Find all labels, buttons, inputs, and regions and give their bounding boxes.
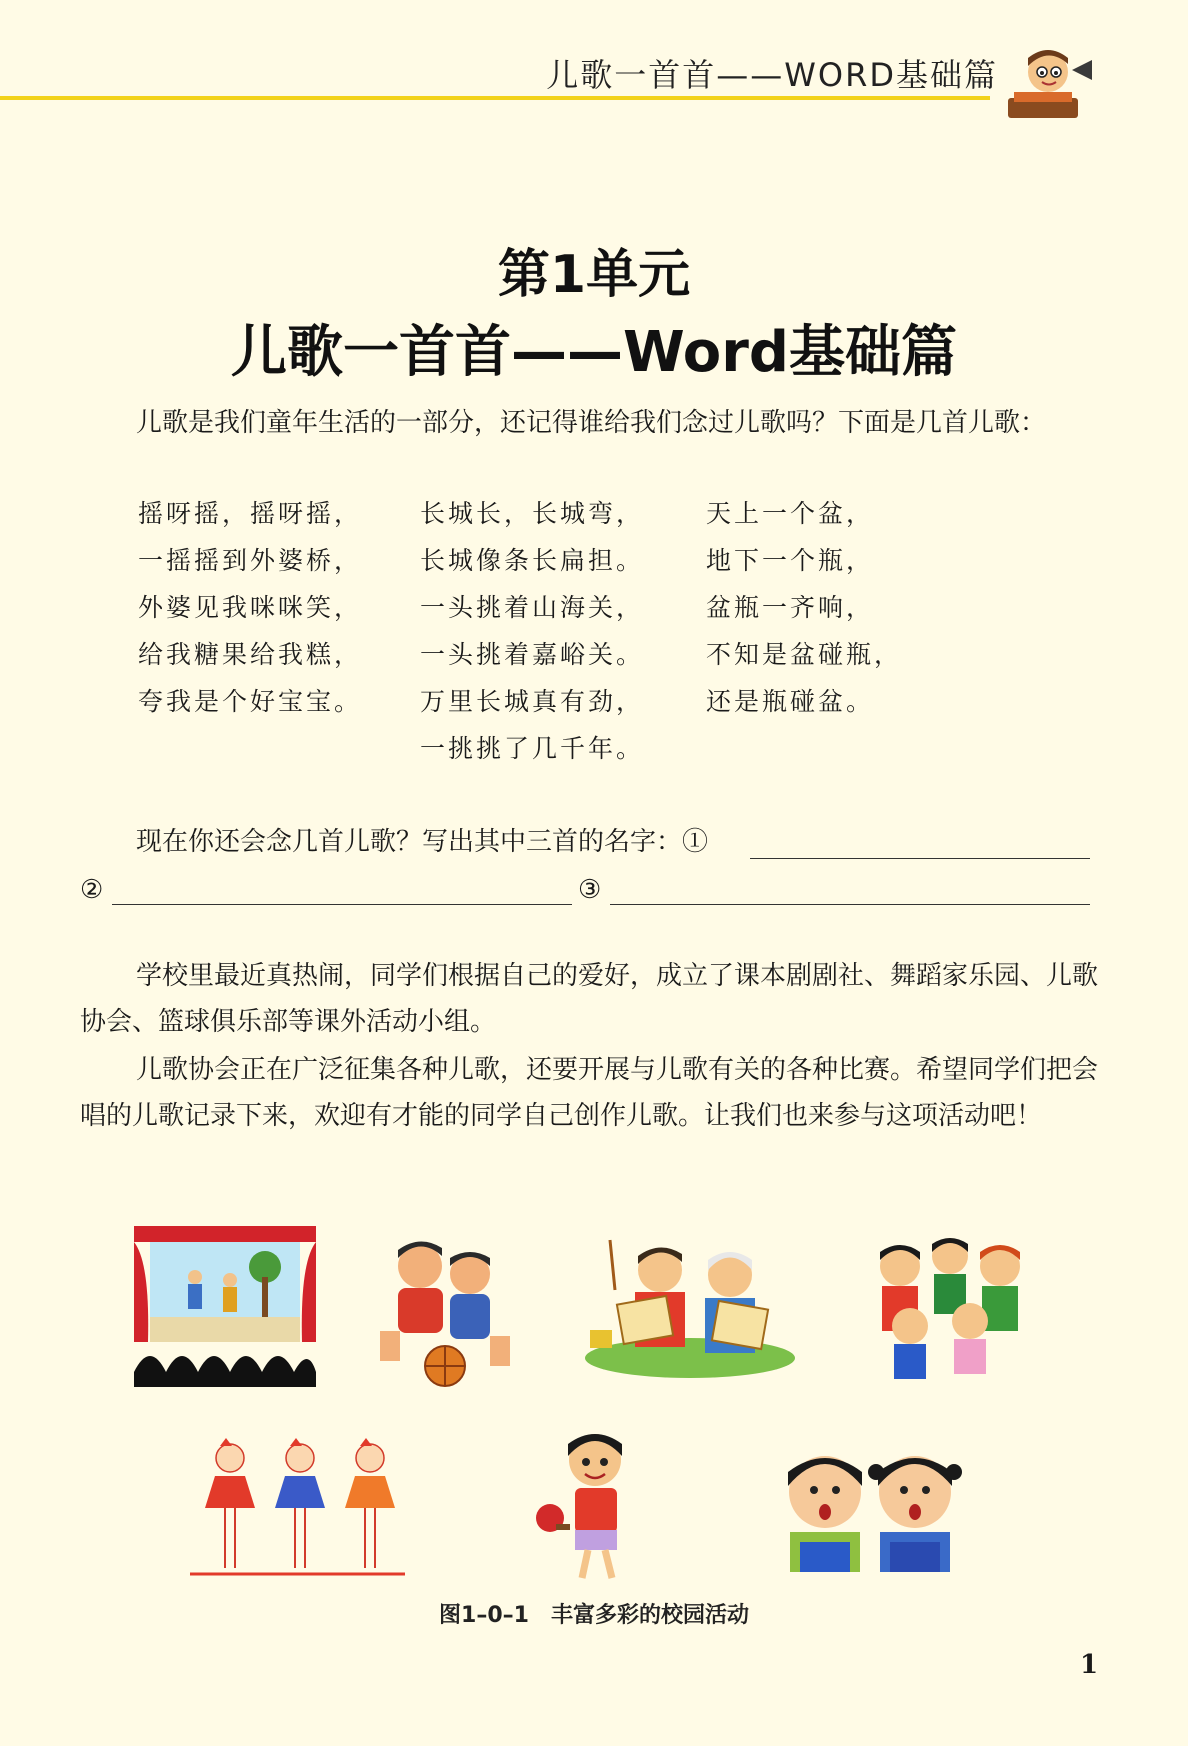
intro-paragraph: 儿歌是我们童年生活的一部分，还记得谁给我们念过儿歌吗？下面是几首儿歌： bbox=[136, 408, 1047, 438]
unit-number: 第1单元 bbox=[497, 245, 691, 305]
answer-blank-1[interactable] bbox=[750, 858, 1090, 859]
poem-line: 一摇摇到外婆桥， bbox=[138, 546, 363, 575]
poem-line: 一挑挑了几千年。 bbox=[420, 734, 645, 763]
association-paragraph: 儿歌协会正在广泛征集各种儿歌，还要开展与儿歌有关的各种比赛。希望同学们把会唱的儿歌记录下来，欢迎有才能的同学自己创作儿歌。让我们也来参与这项活动吧！ bbox=[80, 1055, 1099, 1131]
poem-line: 给我糖果给我糕， bbox=[138, 640, 363, 669]
running-header bbox=[0, 0, 1188, 130]
poem-line: 天上一个盆， bbox=[706, 499, 875, 528]
poem-line: 一头挑着山海关， bbox=[420, 593, 645, 622]
poem-line: 盆瓶一齐响， bbox=[706, 593, 875, 622]
answer-marker-2: ② bbox=[80, 875, 104, 905]
stage-play-illustration bbox=[130, 1222, 320, 1387]
poem-line: 夸我是个好宝宝。 bbox=[138, 687, 363, 716]
poem-line: 摇呀摇，摇呀摇， bbox=[138, 499, 363, 528]
ballet-dancers-illustration bbox=[190, 1428, 410, 1578]
question-text bbox=[136, 822, 708, 862]
poem-line: 长城像条长扁担。 bbox=[420, 546, 645, 575]
poem-line: 地下一个瓶， bbox=[706, 546, 875, 575]
painting-illustration bbox=[580, 1230, 800, 1380]
poem-line: 不知是盆碰瓶， bbox=[706, 640, 903, 669]
question-prompt: 现在你还会念几首儿歌？写出其中三首的名字： bbox=[136, 827, 683, 857]
poem-line: 长城长，长城弯， bbox=[420, 499, 645, 528]
clubs-paragraph: 学校里最近真热闹，同学们根据自己的爱好，成立了课本剧剧社、舞蹈家乐园、儿歌协会、篮球俱乐部等课外活动小组。 bbox=[80, 961, 1099, 1037]
header-rule bbox=[0, 96, 990, 100]
poem-line: 万里长城真有劲， bbox=[420, 687, 645, 716]
answer-marker-1: ① bbox=[682, 827, 709, 857]
reading-aloud-illustration bbox=[760, 1432, 980, 1582]
answer-blank-3[interactable] bbox=[610, 904, 1090, 905]
poem-yao bbox=[138, 490, 362, 725]
poem-line: 还是瓶碰盆。 bbox=[706, 687, 875, 716]
basketball-illustration bbox=[350, 1226, 530, 1391]
poem-line: 一头挑着嘉峪关。 bbox=[420, 640, 645, 669]
poem-basin-bottle bbox=[706, 490, 902, 725]
poem-line: 外婆见我咪咪笑， bbox=[138, 593, 363, 622]
kids-group-illustration bbox=[850, 1226, 1050, 1386]
reading-mascot-icon bbox=[1000, 40, 1100, 130]
figure-caption: 图1–0–1 丰富多彩的校园活动 bbox=[439, 1603, 749, 1628]
unit-title: 儿歌一首首——Word基础篇 bbox=[231, 320, 957, 385]
page-number: 1 bbox=[1080, 1650, 1099, 1680]
answer-marker-3: ③ bbox=[578, 875, 602, 905]
running-header-title: 儿歌一首首——WORD基础篇 bbox=[546, 56, 998, 94]
poem-great-wall bbox=[420, 490, 644, 772]
ping-pong-illustration bbox=[530, 1420, 660, 1585]
answer-blank-2[interactable] bbox=[112, 904, 572, 905]
